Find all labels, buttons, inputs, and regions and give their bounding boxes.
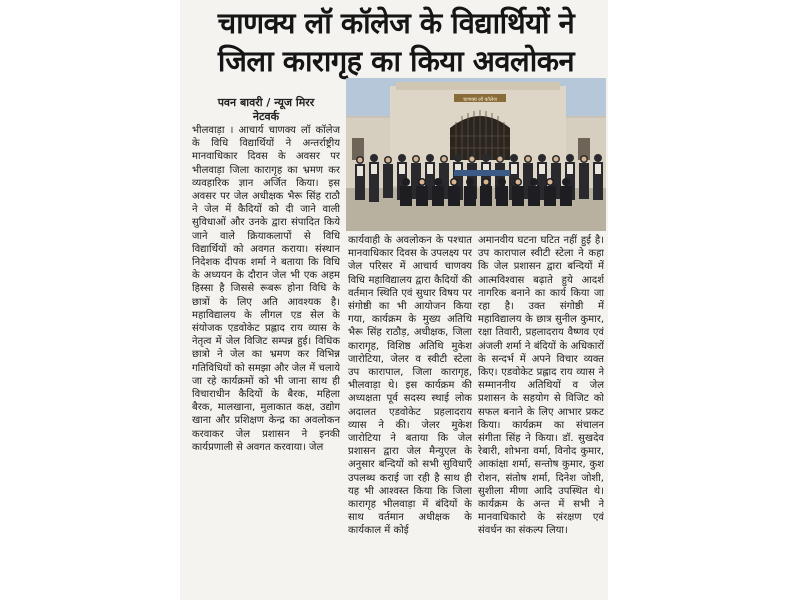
- byline: [196, 96, 336, 124]
- headline-line-2: जिला कारागृह का किया अवलोकन: [217, 44, 575, 78]
- article-column-2: कार्यवाही के अवलोकन के पश्चात मानवाधिकार दिवस के उपलक्ष्य पर जेल परिसर में आचार्य चाणक्य विधि महाविद्यालय द्वारा कैदियों की वर्तमान स्थिति एवं सुधार विषय पर संगोष्ठी का भी आयोजन किया गया, कार्यक्रम के मुख्य अतिथि भैरू सिंह राठौड़, अधीक्षक, जिला कारागृह, विशिष्ठ अतिथि मुकेश जारोटिया, जेलर व स्वीटी स्टेला उप कारापाल, जिला कारागृह, भीलवाड़ा थे। इस कार्यक्रम की अध्यक्षता पूर्व सदस्य स्थाई लोक अदालत एडवोकेट प्रहलादराय व्यास ने की। जेलर मुकेश जारोटिया ने बताया कि जेल प्रशासन द्वारा जेल मैन्युएल के अनुसार बन्दियों को सभी सुविधाएँ उपलब्ध कराई जा रही है साथ ही यह भी आश्वस्त किया कि जिला कारागृह भीलवाड़ा में बंदियों के साथ वर्तमान अधीक्षक के कार्यकाल में कोई: [348, 235, 472, 537]
- photo-banner-text: चाणक्य लॉ कॉलेज: [463, 97, 497, 103]
- headline: [188, 4, 604, 80]
- byline-network: नेटवर्क: [252, 110, 280, 123]
- byline-author: पवन बावरी / न्यूज मिरर: [217, 96, 315, 109]
- article-column-1: भीलवाड़ा । आचार्य चाणक्य लॉ कॉलेज के विधि विद्यार्थियों ने अन्तर्राष्ट्रीय मानवाधिकार दिवस के अवसर पर भीलवाड़ा जिला कारागृह का भ्रमण कर व्यवहारिक ज्ञान अर्जित किया। इस अवसर पर जेल अधीक्षक भैरू सिंह राठौ ने जेल में कैदियों को दी जाने वाली सुविधाओं और उनके द्वारा संपादित किये जाने वाले क्रियाकलापों से विधि विद्यार्थियों को अवगत कराया। संस्थान निदेशक दीपक शर्मा ने बताया कि विधि के अध्ययन के दौरान जेल भी एक अहम हिस्सा है जिससे रूबरू होना विधि के छात्रों के लिए अति आवश्यक है। महाविद्यालय के लीगल एड सेल के संयोजक एडवोकेट प्रह्लाद राय व्यास के नेतृत्व में जेल विजिट सम्पन्न हुई। विधिक छात्रो ने जेल का भ्रमण कर विभिन्न गतिविधियों को समझा और जेल में चलाये जा रहे कार्यक्रमों को भी जाना साथ ही विचाराधीन कैदियों के बैरक, महिला बैरक, मालखाना, मुलाकात कक्ष, उद्योग खाना और प्रशिक्षण केन्द्र का अवलोकन करवाकर जेल प्रशासन ने इनकी कार्यप्रणाली से अवगत करवाया। जेल: [192, 125, 340, 453]
- group-photo: [346, 78, 606, 231]
- article-column-3: अमानवीय घटना घटित नहीं हुई है। उप कारापाल स्वीटी स्टेला ने कहा कि जेल प्रशासन द्वारा बन्दियों में आत्मविश्वास बढ़ाते हुये आदर्श नागरिक बनाने का कार्य किया जा रहा है। उक्त संगोष्ठी में महाविद्यालय के छात्र सुनील कुमार, रक्षा तिवारी, प्रहलादराय वैष्णव एवं अंजली शर्मा ने बंदियों के अधिकारों के सन्दर्भ में अपने विचार व्यक्त किए। एडवोकेट प्रह्लाद राय व्यास ने सम्माननीय अतिथियों व जेल प्रशासन के सहयोग से विजिट को सफल बनाने के लिए आभार प्रकट किया। कार्यक्रम का संचालन संगीता सिंह ने किया। डॉ. सुखदेव रेबारी, शोभना वर्मा, विनोद कुमार, आकांक्षा शर्मा, सन्तोष कुमार, कुश रोशन, संतोष शर्मा, दिनेश जोशी, सुशीला मीणा आदि उपस्थित थे। कार्यक्रम के अन्त में सभी ने मानवाधिकारो के संरक्षण एवं संवर्धन का संकल्प लिया।: [478, 235, 604, 537]
- headline-line-1: चाणक्य लॉ कॉलेज के विद्यार्थियों ने: [217, 6, 575, 40]
